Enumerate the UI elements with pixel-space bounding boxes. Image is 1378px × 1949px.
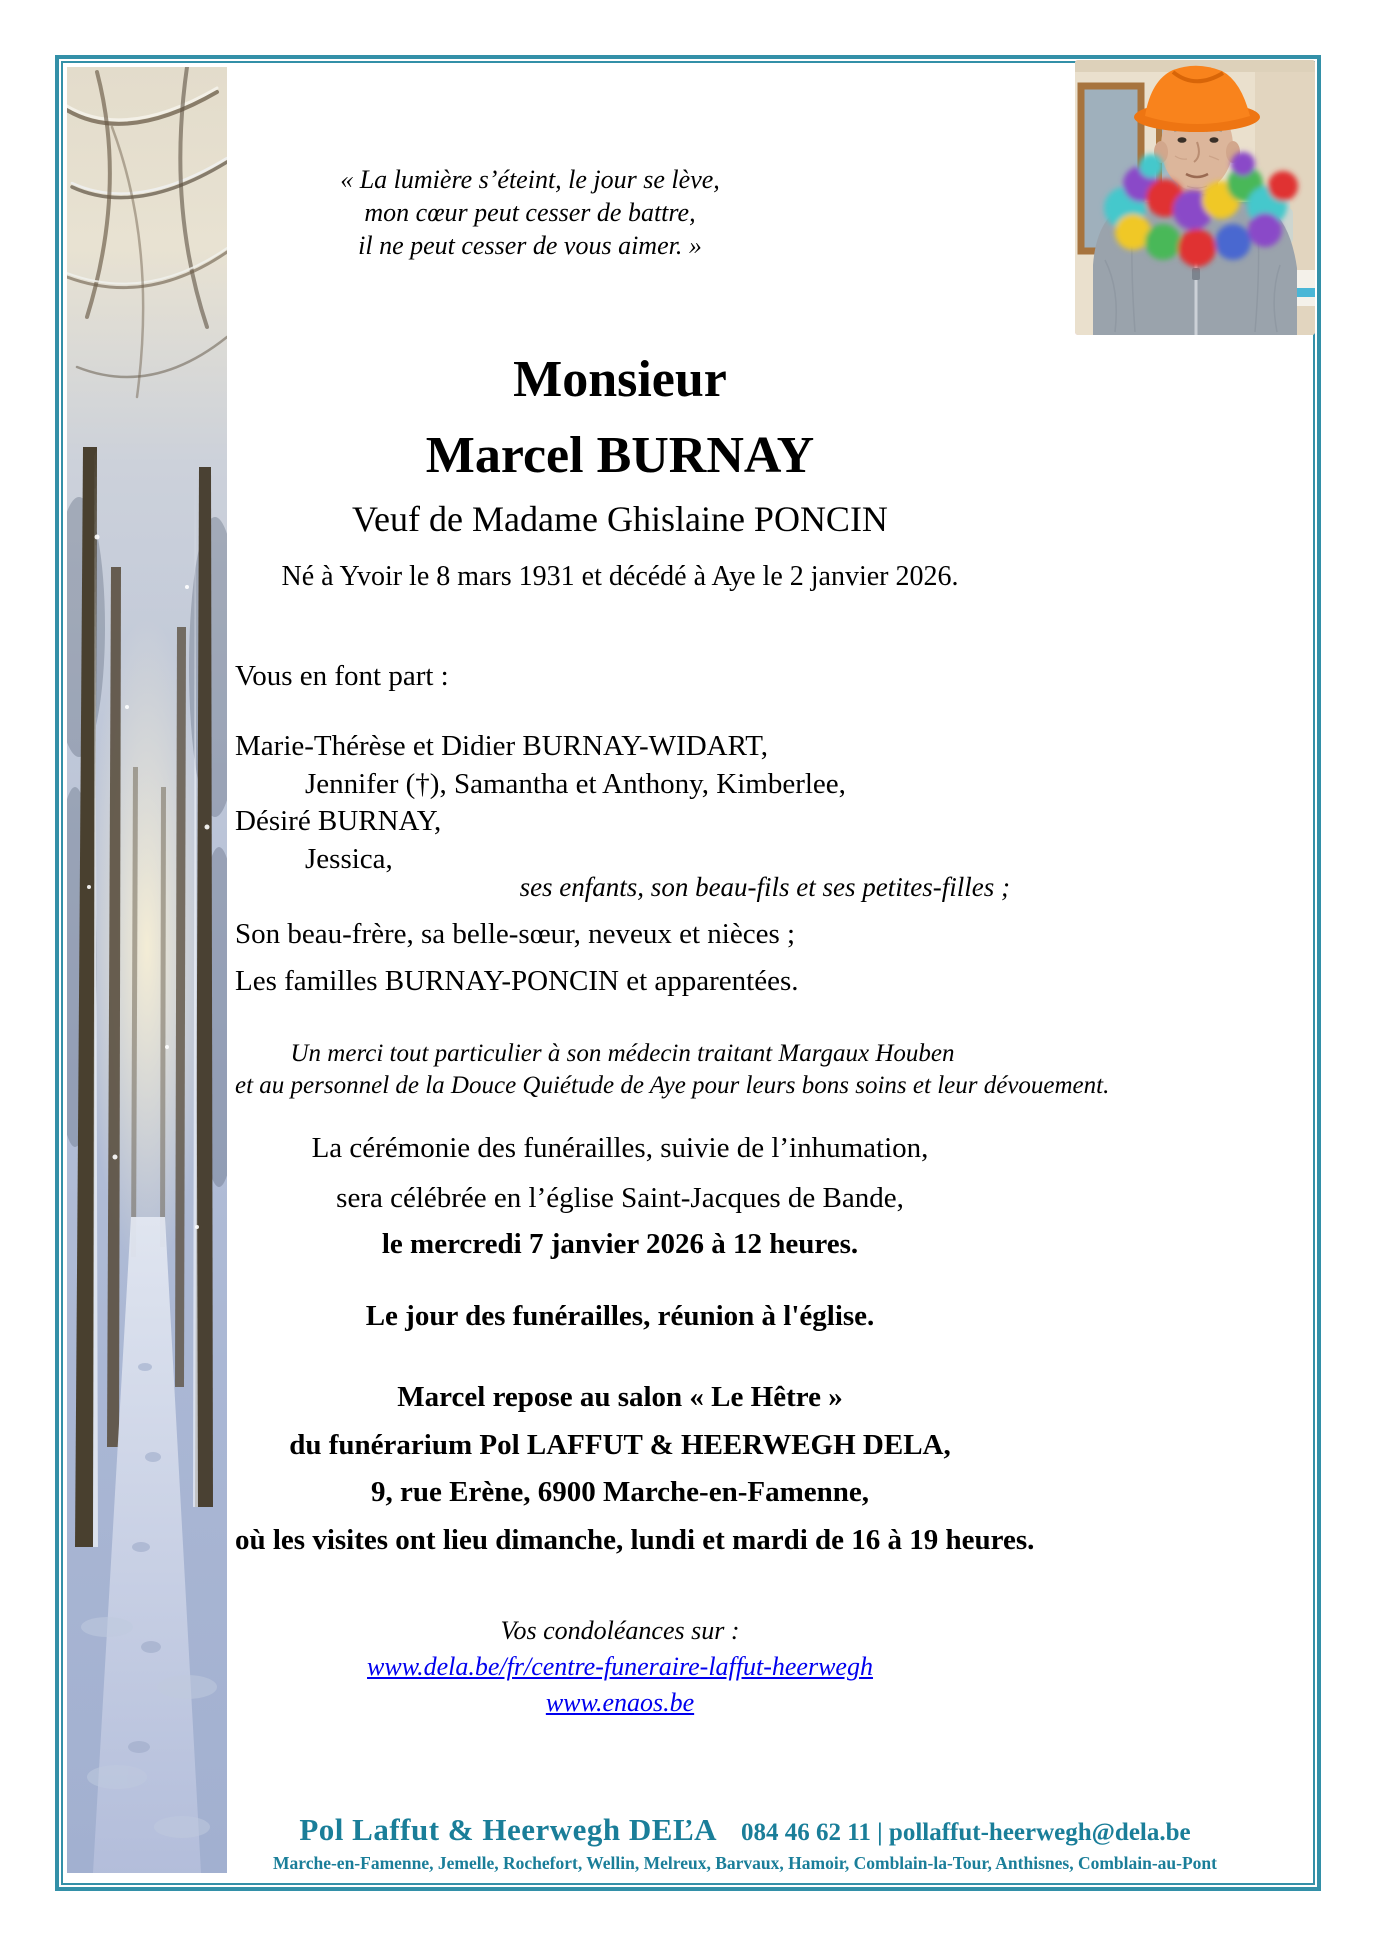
funeral-home-brand: Pol Laffut & Heerwegh DEĽA <box>299 1812 718 1847</box>
repose-line-3: 9, rue Erène, 6900 Marche-en-Famenne, <box>371 1476 869 1508</box>
repose-line-1: Marcel repose au salon « Le Hêtre » <box>397 1381 843 1413</box>
quote-line-1: « La lumière s’éteint, le jour se lève, <box>340 165 720 194</box>
family-list <box>235 728 1005 878</box>
family-line-2: Jennifer (†), Samantha et Anthony, Kimberlee, <box>305 767 846 800</box>
widower-line: Veuf de Madame Ghislaine PONCIN <box>352 499 888 539</box>
footer-locations: Marche-en-Famenne, Jemelle, Rochefort, Wellin, Melreux, Barvaux, Hamoir, Comblain-la-Tour, Anthisnes, Comblain-au-Pont <box>272 1853 1217 1873</box>
quote-line-3: il ne peut cesser de vous aimer. » <box>358 231 702 260</box>
repose-line-2: du funérarium Pol LAFFUT & HEERWEGH DELA, <box>289 1428 951 1461</box>
ceremony-date-line: le mercredi 7 janvier 2026 à 12 heures. <box>381 1228 859 1260</box>
condolence-link-enaos[interactable]: www.enaos.be <box>545 1688 695 1717</box>
footer-contact: 084 46 62 11 | pollaffut-heerwegh@dela.be <box>741 1819 1191 1846</box>
condolences-block <box>235 1613 1005 1721</box>
inlaws-line: Son beau-frère, sa belle-sœur, neveux et nièces ; <box>235 918 796 950</box>
family-line-4: Jessica, <box>305 842 393 875</box>
meeting-line: Le jour des funérailles, réunion à l'église. <box>365 1300 875 1332</box>
quote-block <box>240 163 820 262</box>
life-dates: Né à Yvoir le 8 mars 1931 et décédé à Aye le 2 janvier 2026. <box>281 561 959 592</box>
quote-line-2: mon cœur peut cesser de battre, <box>364 198 696 227</box>
thanks-line-1: Un merci tout particulier à son médecin traitant Margaux Houben <box>290 1040 955 1067</box>
repose-block <box>235 1374 1035 1564</box>
announcement-intro: Vous en font part : <box>235 660 449 692</box>
repose-line-4: où les visites ont lieu dimanche, lundi et mardi de 16 à 19 heures. <box>235 1523 1035 1556</box>
condolences-label: Vos condoléances sur : <box>500 1616 740 1645</box>
condolence-link-dela[interactable]: www.dela.be/fr/centre-funeraire-laffut-heerwegh <box>367 1652 873 1681</box>
deceased-portrait-photo <box>1075 60 1315 335</box>
families-line: Les familles BURNAY-PONCIN et apparentées. <box>235 965 799 997</box>
relation-note: ses enfants, son beau-fils et ses petites-filles ; <box>519 872 1010 902</box>
winter-forest-photo <box>67 67 227 1873</box>
thanks-note <box>235 1038 1110 1102</box>
family-line-1: Marie-Thérèse et Didier BURNAY-WIDART, <box>235 730 769 762</box>
ceremony-line-2: sera célébrée en l’église Saint-Jacques de Bande, <box>336 1182 904 1214</box>
deceased-title: Monsieur <box>513 351 727 408</box>
thanks-line-2: et au personnel de la Douce Quiétude de Aye pour leurs bons soins et leur dévouement. <box>235 1072 1110 1099</box>
ceremony-line-1: La cérémonie des funérailles, suivie de l’inhumation, <box>311 1132 929 1164</box>
footer-brand-line <box>230 1812 1260 1848</box>
funeral-home-footer <box>230 1812 1260 1874</box>
deceased-name: Marcel BURNAY <box>425 427 815 484</box>
family-line-3: Désiré BURNAY, <box>235 805 442 837</box>
